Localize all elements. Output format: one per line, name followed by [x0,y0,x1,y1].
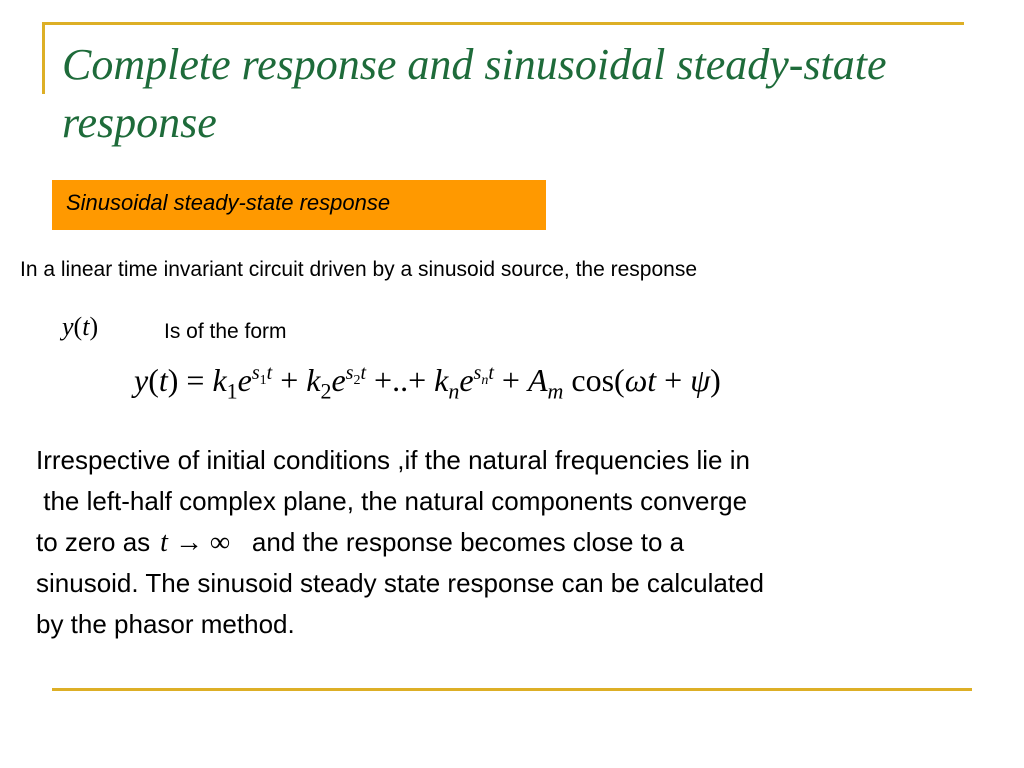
response-symbol: y(t) [62,312,99,341]
explanation-paragraph [36,440,1006,645]
form-label: Is of the form [164,320,287,343]
para-line-3b: and the response becomes close to a [251,527,685,557]
top-divider [42,22,964,25]
para-line-4: sinusoid. The sinusoid steady state response can be calculated [36,568,764,598]
subtitle-text: Sinusoidal steady-state response [66,190,391,215]
para-line-5: by the phasor method. [36,609,295,639]
para-line-3 [36,522,1006,563]
complete-response-equation: $y(t) = k_1e^{s_1t} + k_2e^{s_2t}$ +..+ $k_ne^{s_nt} + A_m$ cos(ωt + ψ) [134,362,721,404]
slide-title: Complete response and sinusoidal steady-state response [62,40,887,147]
para-line-1: Irrespective of initial conditions ,if the natural frequencies lie in [36,445,750,475]
para-line-3a: to zero as [36,527,151,557]
intro-text: In a linear time invariant circuit driven by a sinusoid source, the response [20,258,698,281]
bottom-divider [52,688,972,691]
subtitle-banner [52,180,546,230]
para-line-2: the left-half complex plane, the natural components converge [36,486,748,516]
limit-expression: t → ∞ [160,527,230,558]
left-divider [42,22,45,94]
